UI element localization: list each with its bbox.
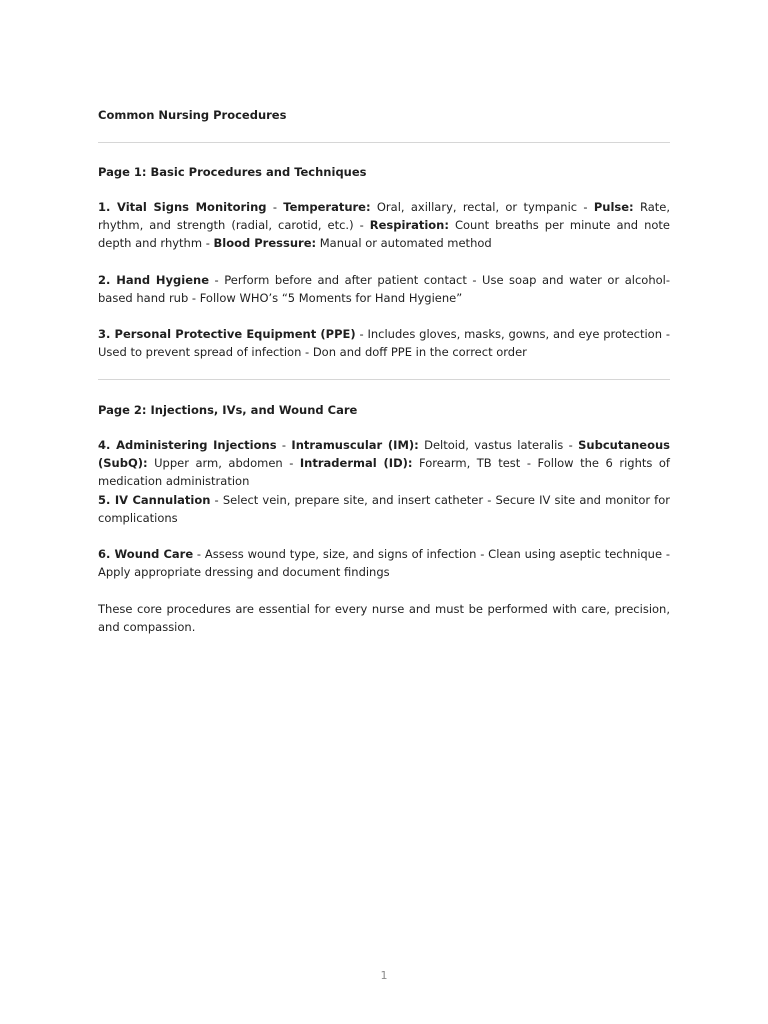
section-divider (98, 379, 670, 380)
procedure-injections: 4. Administering Injections - Intramuscular (IM): Deltoid, vastus lateralis - Subcutaneous (SubQ): Upper arm, abdomen - Intradermal (ID): Forearm, TB test - Follow the 6 rights of medication administration (98, 438, 671, 488)
procedure-title: 1. Vital Signs Monitoring (98, 200, 267, 214)
procedure-title: 6. Wound Care (98, 547, 194, 561)
procedure-wound-care: 6. Wound Care - Assess wound type, size, and signs of infection - Clean using aseptic technique - Apply appropriate dressing and document findings (98, 547, 670, 579)
procedure-ppe: 3. Personal Protective Equipment (PPE) - Includes gloves, masks, gowns, and eye protection - Used to prevent spread of infection - Don and doff PPE in the correct order (98, 327, 670, 359)
procedure-title: 4. Administering Injections (98, 438, 277, 452)
term-label: Respiration: (369, 218, 449, 232)
section-heading-basic-procedures: Page 1: Basic Procedures and Techniques (98, 165, 367, 179)
document-page (98, 0, 670, 1024)
section-divider (98, 142, 670, 143)
term-label: Blood Pressure: (213, 236, 317, 250)
term-label: Subcutaneous (SubQ): (98, 438, 671, 470)
term-label: Pulse: (593, 200, 634, 214)
procedure-title: 2. Hand Hygiene (98, 273, 210, 287)
closing-paragraph: These core procedures are essential for every nurse and must be performed with care, precision, and compassion. (98, 602, 670, 634)
section-heading-injections: Page 2: Injections, IVs, and Wound Care (98, 403, 358, 417)
document-title: Common Nursing Procedures (98, 108, 287, 122)
term-label: Temperature: (283, 200, 371, 214)
procedure-iv-cannulation: 5. IV Cannulation - Select vein, prepare site, and insert catheter - Secure IV site and monitor for complications (98, 493, 670, 525)
procedure-hand-hygiene: 2. Hand Hygiene - Perform before and after patient contact - Use soap and water or alcohol-based hand rub - Follow WHO’s “5 Moments for Hand Hygiene” (98, 273, 670, 305)
procedure-vital-signs: 1. Vital Signs Monitoring - Temperature: Oral, axillary, rectal, or tympanic - Pulse: Rate, rhythm, and strength (radial, carotid, etc.) - Respiration: Count breaths per minute and note depth and rhythm - Blood Pressure: Manual or automated method (98, 200, 670, 250)
term-label: Intramuscular (IM): (291, 438, 419, 452)
term-label: Intradermal (ID): (299, 456, 413, 470)
procedure-title: 3. Personal Protective Equipment (PPE) (98, 327, 356, 341)
page-number: 1 (380, 969, 388, 982)
procedure-title: 5. IV Cannulation (98, 493, 211, 507)
